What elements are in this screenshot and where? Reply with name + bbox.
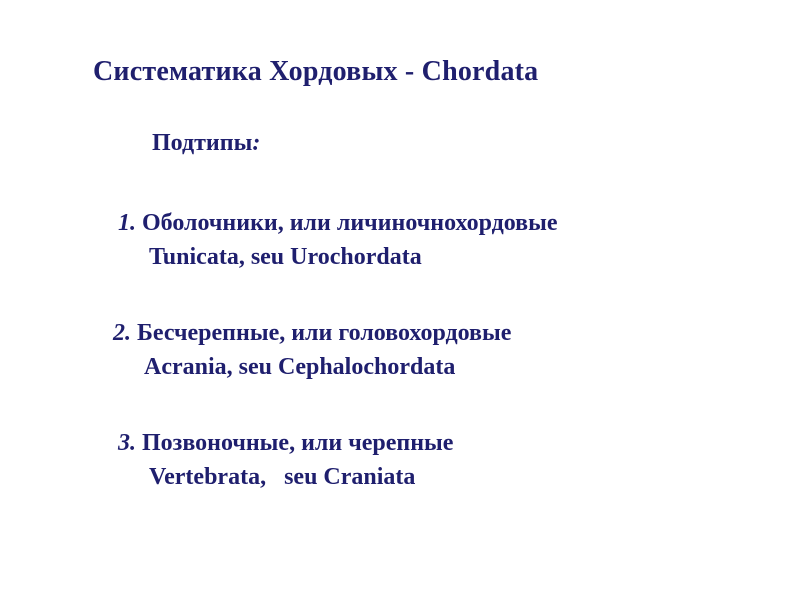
- item-russian-name: Позвоночные, или черепные: [142, 430, 454, 456]
- item-russian-line: [113, 316, 511, 350]
- item-latin-name: Acrania, seu Cephalochordata: [144, 354, 456, 380]
- slide-subtitle: [152, 130, 260, 157]
- subtype-item-acrania: [113, 316, 511, 384]
- item-number: 1.: [118, 210, 136, 236]
- subtype-item-vertebrata: [118, 426, 453, 494]
- item-number: 3.: [118, 430, 136, 456]
- item-russian-line: [118, 206, 558, 240]
- item-latin-name: Vertebrata, seu Craniata: [149, 464, 416, 490]
- subtype-item-tunicata: [118, 206, 558, 274]
- item-russian-name: Оболочники, или личиночнохордовые: [142, 210, 558, 236]
- slide-title: Систематика Хордовых - Chordata: [93, 56, 539, 87]
- item-russian-name: Бесчерепные, или головохордовые: [137, 320, 512, 346]
- subtitle-text: Подтипы: [152, 130, 253, 156]
- item-number: 2.: [113, 320, 131, 346]
- item-russian-line: [118, 426, 453, 460]
- item-latin-name: Tunicata, seu Urochordata: [149, 244, 422, 270]
- subtitle-colon: :: [252, 130, 261, 156]
